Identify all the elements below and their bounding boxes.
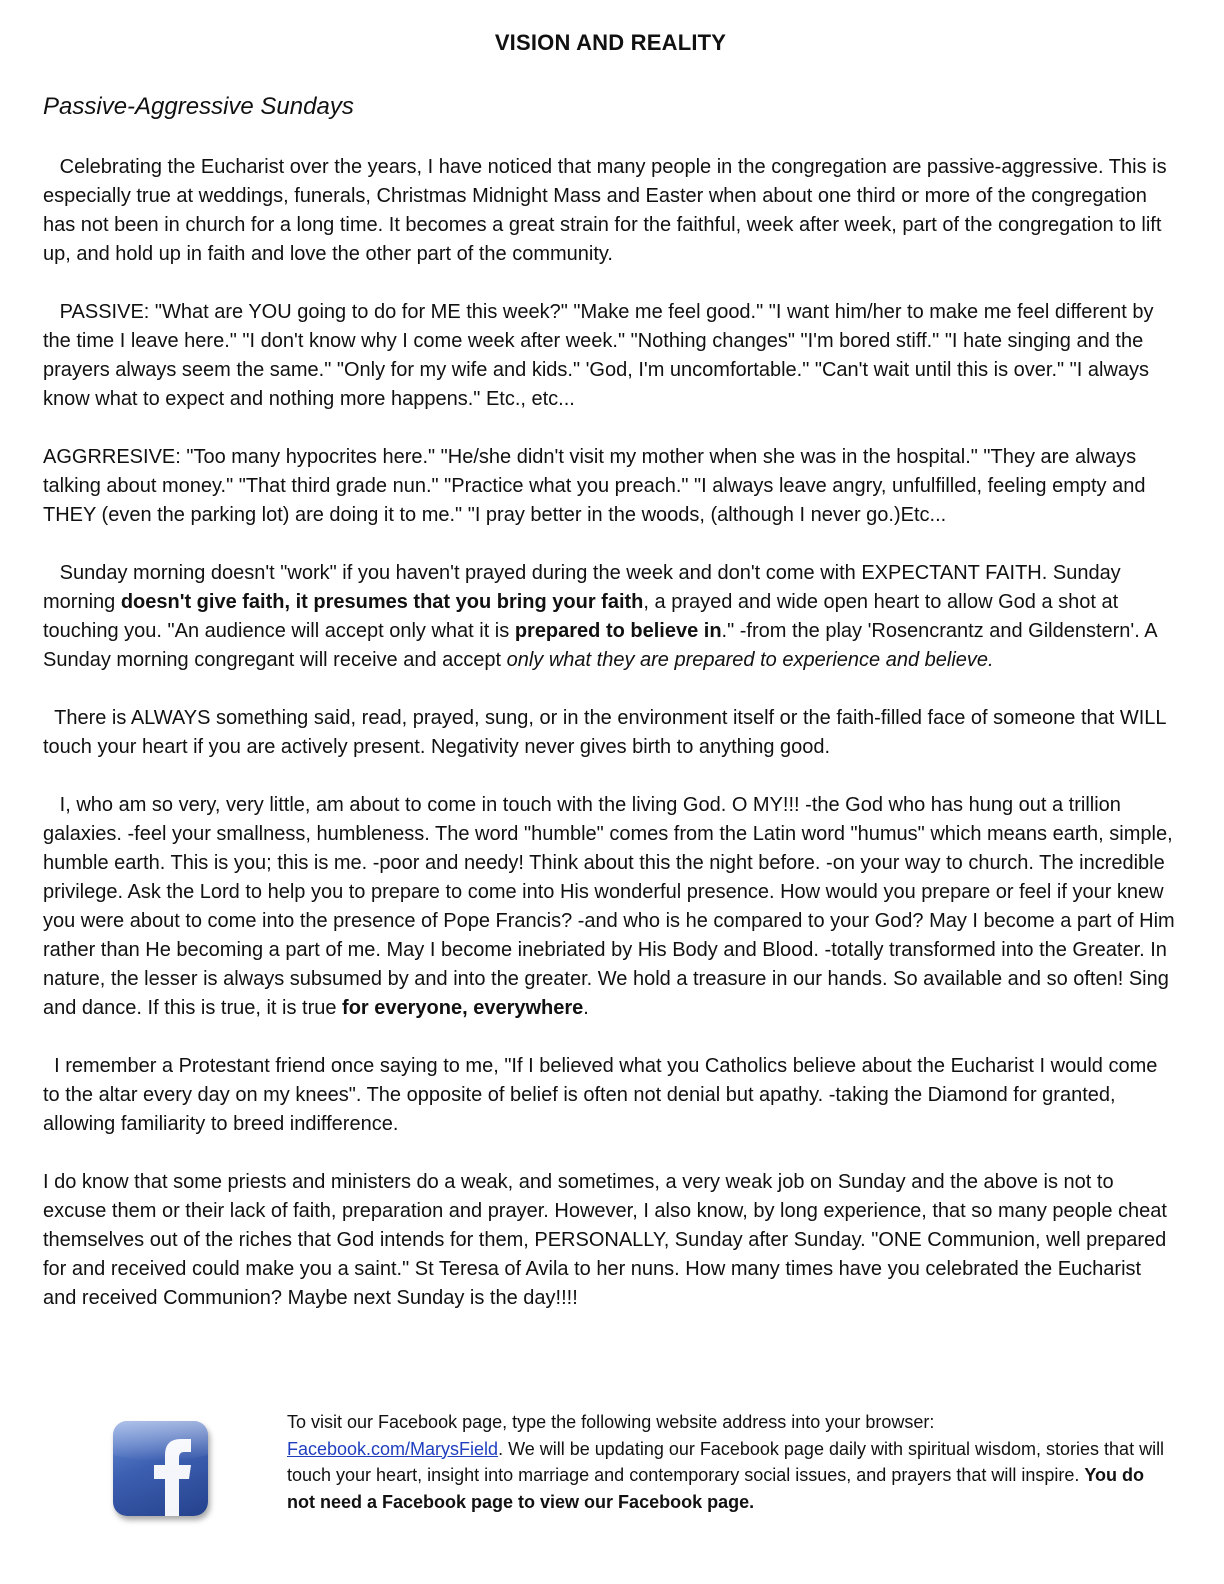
paragraph-expectant-faith [43,559,1178,675]
paragraph-intro: Celebrating the Eucharist over the years, I have noticed that many people in the congregation are passive-aggressive. This is especially true at weddings, funerals, Christmas Midnight Mass and Easter when about one third or more of the congregation has not been in church for a long time. It becomes a great strain for the faithful, week after week, part of the congregation to lift up, and hold up in faith and love the other part of the community. [43,156,1167,265]
text-run: I, who am so very, very little, am about to come in touch with the living God. O MY!!! -the God who has hung out a trillion galaxies. -feel your smallness, humbleness. The word "humble" comes from the Latin word "humus" which means earth, simple, humble earth. This is you; this is me. -poor and needy! Think about this the night before. -on your way to church. The incredible privilege. Ask the Lord to help you to prepare to come into His wonderful presence. How would you prepare or feel if your knew you were about to come into the presence of Pope Francis? -and who is he compared to your God? May I become a part of Him rather than He becoming a part of me. May I become inebriated by His Body and Blood. -totally transformed into the Greater. In nature, the lesser is always subsumed by and into the greater. We hold a treasure in our hands. So available and so often! Sing and dance. If this is true, it is true [43,794,1175,1019]
paragraph-living-god [43,791,1178,1023]
facebook-info-rest [287,1436,1167,1516]
text-run: Sunday morning doesn't "work" if you haven't prayed during the week and don't come with EXPECTANT FAITH. Sunday morning [43,562,1121,613]
text-run: , a prayed and wide open heart to allow God a shot at touching you. "An audience will accept only what it is [43,591,1119,642]
bold-run: for everyone, everywhere [342,997,584,1019]
text-run: ." -from the play 'Rosencrantz and Gildenstern'. A Sunday morning congregant will receive and accept [43,620,1157,671]
page-subtitle: Passive-Aggressive Sundays [43,93,354,120]
facebook-info [287,1409,1167,1515]
paragraph-conclusion: I do know that some priests and ministers do a weak, and sometimes, a very weak job on Sunday and the above is not to excuse them or their lack of faith, preparation and prayer. However, I also know, by long experience, that so many people cheat themselves out of the riches that God intends for them, PERSONALLY, Sunday after Sunday. "ONE Communion, well prepared for and received could make you a saint." St Teresa of Avila to her nuns. How many times have you celebrated the Eucharist and received Communion? Maybe next Sunday is the day!!!! [43,1171,1167,1309]
paragraph-passive: PASSIVE: "What are YOU going to do for ME this week?" "Make me feel good." "I want him/her to make me feel different by the time I leave here." "I don't know why I come week after week." "Nothing changes" "I'm bored stiff." "I hate singing and the prayers always seem the same." "Only for my wife and kids." 'God, I'm uncomfortable." "Can't wait until this is over." "I always know what to expect and nothing more happens." Etc., etc... [43,301,1154,410]
article-body [43,153,1178,1313]
facebook-link[interactable]: Facebook.com/MarysField [287,1438,499,1459]
page-title: VISION AND REALITY [494,30,727,55]
bold-run: doesn't give faith, it presumes that you bring your faith [120,591,644,613]
text-run: . We will be updating our Facebook page daily with spiritual wisdom, stories that will touch your heart, insight into marriage and contemporary social issues, and prayers that will inspire. [287,1438,1165,1485]
italic-run: only what they are prepared to experience and believe. [506,649,994,671]
paragraph-always: There is ALWAYS something said, read, prayed, sung, or in the environment itself or the faith-filled face of someone that WILL touch your heart if you are actively present. Negativity never gives birth to anything good. [43,707,1166,758]
facebook-icon [113,1421,208,1516]
paragraph-protestant-friend: I remember a Protestant friend once saying to me, "If I believed what you Catholics believe about the Eucharist I would come to the altar every day on my knees". The opposite of belief is often not denial but apathy. -taking the Diamond for granted, allowing familiarity to breed indifference. [43,1055,1158,1135]
paragraph-aggressive: AGGRRESIVE: "Too many hypocrites here." "He/she didn't visit my mother when she was in the hospital." "They are always talking about money." "That third grade nun." "Practice what you preach." "I always leave angry, unfulfilled, feeling empty and THEY (even the parking lot) are doing it to me." "I pray better in the woods, (although I never go.)Etc... [43,446,1146,526]
bold-run: prepared to believe in [514,620,722,642]
text-run: . [583,997,589,1019]
facebook-info-line1: To visit our Facebook page, type the following website address into your browser: [287,1412,935,1432]
bold-run: You do not need a Facebook page to view our Facebook page. [287,1465,1145,1512]
